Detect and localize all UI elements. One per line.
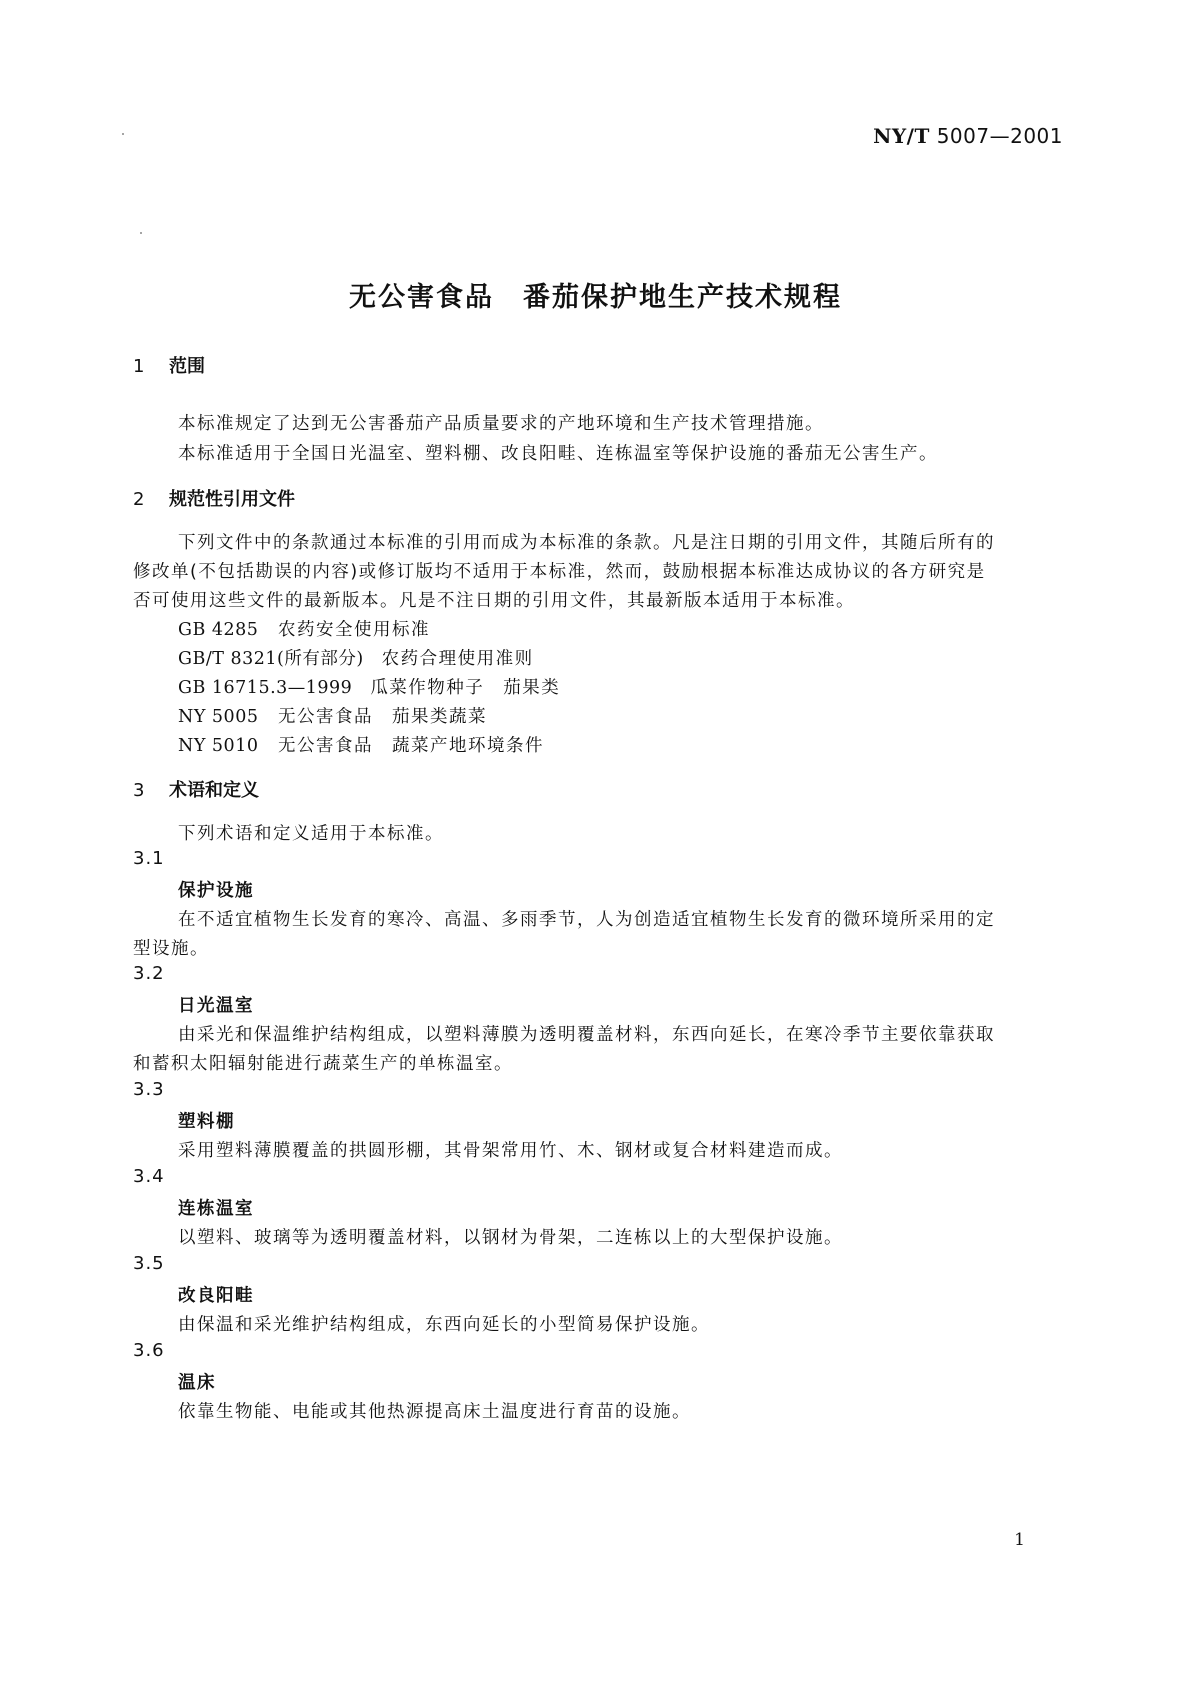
clause-number: 3.2 [133, 963, 165, 984]
paragraph-line: 否可使用这些文件的最新版本。凡是不注日期的引用文件，其最新版本适用于本标准。 [133, 591, 855, 611]
term-name: 塑料棚 [178, 1112, 235, 1132]
reference-title: 农药安全使用标准 [278, 620, 430, 640]
section-title: 术语和定义 [169, 780, 259, 801]
term-definition: 由采光和保温维护结构组成，以塑料薄膜为透明覆盖材料，东西向延长，在寒冷季节主要依靠获取 [178, 1025, 995, 1045]
section-number: 3 [133, 780, 145, 801]
page-number: 1 [1014, 1530, 1025, 1550]
term-definition: 型设施。 [133, 939, 209, 959]
term-definition: 依靠生物能、电能或其他热源提高床土温度进行育苗的设施。 [178, 1402, 691, 1422]
reference-title: 农药合理使用准则 [381, 649, 534, 669]
reference-item [178, 616, 430, 641]
term-definition: 以塑料、玻璃等为透明覆盖材料，以钢材为骨架，二连栋以上的大型保护设施。 [178, 1228, 843, 1248]
standard-code [873, 124, 1063, 148]
term-name: 改良阳畦 [178, 1286, 254, 1306]
paragraph-line: 下列文件中的条款通过本标准的引用而成为本标准的条款。凡是注日期的引用文件，其随后所有的 [178, 533, 995, 553]
reference-code: GB 4285 [178, 620, 259, 640]
reference-item [178, 732, 544, 757]
reference-item [178, 703, 487, 728]
term-name: 连栋温室 [178, 1199, 254, 1219]
standard-code-prefix: NY/T [873, 124, 930, 148]
section-number: 1 [133, 356, 145, 377]
term-definition: 由保温和采光维护结构组成，东西向延长的小型简易保护设施。 [178, 1315, 710, 1335]
clause-number: 3.5 [133, 1253, 165, 1274]
section-heading-2 [133, 485, 295, 511]
section-heading-3 [133, 776, 259, 802]
section-title: 规范性引用文件 [169, 489, 295, 510]
reference-title: 无公害食品 茄果类蔬菜 [278, 707, 487, 727]
clause-number: 3.6 [133, 1340, 165, 1361]
document-title: 无公害食品 番茄保护地生产技术规程 [349, 282, 842, 313]
reference-item [178, 645, 534, 670]
reference-code: GB/T 8321(所有部分) [178, 649, 364, 669]
paragraph: 本标准规定了达到无公害番茄产品质量要求的产地环境和生产技术管理措施。 [178, 414, 824, 434]
term-name: 保护设施 [178, 881, 254, 901]
clause-number: 3.4 [133, 1166, 165, 1187]
scan-speck [140, 232, 142, 234]
term-name: 温床 [178, 1373, 216, 1393]
paragraph: 本标准适用于全国日光温室、塑料棚、改良阳畦、连栋温室等保护设施的番茄无公害生产。 [178, 444, 938, 464]
term-definition: 和蓄积太阳辐射能进行蔬菜生产的单栋温室。 [133, 1054, 513, 1074]
section-heading-1 [133, 352, 205, 378]
scan-speck [122, 133, 124, 135]
paragraph-line: 修改单(不包括勘误的内容)或修订版均不适用于本标准，然而，鼓励根据本标准达成协议的各方研究是 [133, 562, 986, 582]
reference-title: 瓜菜作物种子 茄果类 [370, 678, 561, 698]
clause-number: 3.3 [133, 1079, 165, 1100]
reference-item [178, 674, 560, 699]
paragraph: 下列术语和定义适用于本标准。 [178, 824, 444, 844]
section-number: 2 [133, 489, 145, 510]
reference-code: GB 16715.3—1999 [178, 678, 353, 698]
term-definition: 采用塑料薄膜覆盖的拱圆形棚，其骨架常用竹、木、钢材或复合材料建造而成。 [178, 1141, 843, 1161]
reference-title: 无公害食品 蔬菜产地环境条件 [278, 736, 544, 756]
section-title: 范围 [169, 356, 205, 377]
reference-code: NY 5010 [178, 736, 259, 756]
reference-code: NY 5005 [178, 707, 259, 727]
term-definition: 在不适宜植物生长发育的寒冷、高温、多雨季节，人为创造适宜植物生长发育的微环境所采用的定 [178, 910, 995, 930]
standard-code-number: 5007—2001 [936, 124, 1063, 148]
clause-number: 3.1 [133, 848, 165, 869]
term-name: 日光温室 [178, 996, 254, 1016]
